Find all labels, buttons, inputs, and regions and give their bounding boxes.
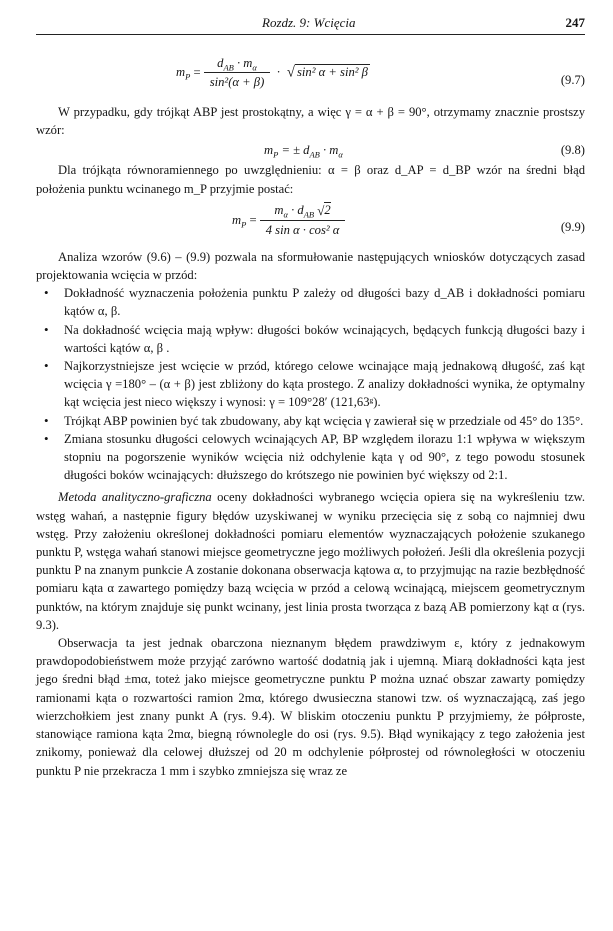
list-item: • Dokładność wyznaczenia położenia punktu P zależy od długości bazy d_AB i dokładności pomiaru kątów α, β. bbox=[36, 284, 585, 320]
paragraph-analysis: Analiza wzorów (9.6) – (9.9) pozwala na sformułowanie następujących wniosków dotyczących zasad projektowania wcięcia w przód: bbox=[36, 249, 585, 283]
paragraph-analytic-graphic-method: Metoda analityczno-graficzna oceny dokładności wybranego wcięcia opiera się na wykreśleniu tzw. wstęg wahań, a następnie figury błędów uzyskiwanej w wyniku przecięcia się z sobą co najmniej dwu wstęg. Przy założeniu określonej dokładności pomiaru elementów wyznaczających położenie szukanego punktu P, wstęga wahań stanowi miejsce geometryczne jego możliwych położeń. Jeśli dla określenia pozycji punktu P na znanym punkcie A zostanie dokonana obserwacja kątowa α, to przyjmując na razie bezbłędność pomiaru kąta α zawartego pomiędzy bazą wcięcia w przód a celową wcinającą, miejscem geometrycznym punktów, na którym znajduje się punkt wcinany, jest linia prosta tworząca z bazą AB pomierzony kąt α (rys. 9.3). bbox=[36, 490, 585, 632]
equation-9-7: $m_P$ = $\frac{d_{AB} \cdot m_\alpha}{\text{sin²(α + β)}}$ · √ sin² α + sin² β (9.7) bbox=[176, 56, 585, 89]
list-item: • Zmiana stosunku długości celowych wcinających AP, BP względem ilorazu 1:1 wpływa w większym stopniu na pogorszenie wyników wcięcia niż odchylenie kąta γ od 90°, z tego powodu stosunek długości boków wcinających: dłuższego do krótszego nie powinien być większy od 2:1. bbox=[36, 430, 585, 485]
sqrt-sign-icon: √ bbox=[286, 64, 296, 81]
conclusions-list bbox=[36, 284, 585, 484]
eq97-number: (9.7) bbox=[560, 73, 585, 87]
paragraph-observation: Obserwacja ta jest jednak obarczona nieznanym błędem prawdziwym ε, który z jednakowym prawdopodobieństwem może przyjąć zarówno wartość dodatnią jak i ujemną. Miarą dokładności kąta jest jego średni błąd ±mα, toteż jako miejsce geometryczne punktu P można uznać obszar zawarty pomiędzy ramionami kąta o rozwartości ramion 2mα, którego dwusieczna stanowi tzw. oś wyznaczającą, zaś jego wierzchołkiem jest znany punkt A (rys. 9.4). W bliskim otoczeniu punktu P przyjmiemy, że półproste, stanowiące ramiona kąta 2mα, biegną równolegle do osi (rys. 9.5). Błąd wynikający z tego założenia jest znikomy, ponieważ dla celowej dłuższej od 20 m odchylenie półprostej od równoległości w otoczeniu punktu P nie przekracza 1 mm i szybko zmniejsza się wraz ze bbox=[36, 636, 585, 778]
eq99-number: (9.9) bbox=[560, 219, 585, 234]
paragraph-isosceles: Dla trójkąta równoramiennego po uwzględnieniu: α = β oraz d_AP = d_BP wzór na średni błąd położenia punktu wcinanego m_P przyjmie postać: bbox=[36, 163, 585, 196]
list-item: • Najkorzystniejsze jest wcięcie w przód, którego celowe wcinające mają jednakową długość, zaś kąt wcięcia γ =180° – (α + β) jest zbliżony do kąta prostego. Z analizy dokładności wynika, że optymalny kąt wcięcia jest nieco większy i wynosi: γ = 109°28′ (121,63ᵍ). bbox=[36, 357, 585, 412]
equation-9-8: $m_P$ = ± $d_{AB} \cdot m_\alpha$ (9.8) bbox=[264, 143, 585, 160]
eq97-equals: = bbox=[193, 65, 201, 80]
eq99-equals: = bbox=[249, 212, 257, 227]
equation-9-9 bbox=[36, 202, 585, 248]
list-item: • Trójkąt ABP powinien być tak zbudowany, aby kąt wcięcia γ zawierał się w przedziale od 45° do 135°. bbox=[36, 412, 585, 430]
eq97-lhs: $m_P$ bbox=[176, 65, 191, 82]
eq97-root: sin² α + sin² β bbox=[297, 65, 368, 80]
page-number: 247 bbox=[565, 15, 585, 30]
method-term: Metoda analityczno-graficzna bbox=[58, 490, 212, 505]
paragraph-right-triangle: W przypadku, gdy trójkąt ABP jest prostokątny, a więc γ = α + β = 90°, otrzymamy znacznie prostszy wzór: bbox=[36, 105, 585, 138]
running-header bbox=[36, 14, 585, 35]
chapter-title: Rozdz. 9: Wcięcia bbox=[262, 15, 356, 30]
eq97-fraction: $\frac{d_{AB} \cdot m_\alpha}{\text{sin²(α + β)}}$ bbox=[204, 55, 271, 90]
book-page bbox=[36, 14, 585, 780]
list-item: • Na dokładność wcięcia mają wpływ: długości boków wcinających, będących funkcją długości bazy i wartości kątów α, β . bbox=[36, 321, 585, 357]
eq99-fraction: $\frac{m_\alpha \cdot d_{AB} √2}{\text{4 sin α · cos² α}}$ bbox=[260, 202, 346, 238]
eq99-lhs: $m_P$ bbox=[232, 212, 247, 230]
eq98-number: (9.8) bbox=[560, 143, 585, 158]
